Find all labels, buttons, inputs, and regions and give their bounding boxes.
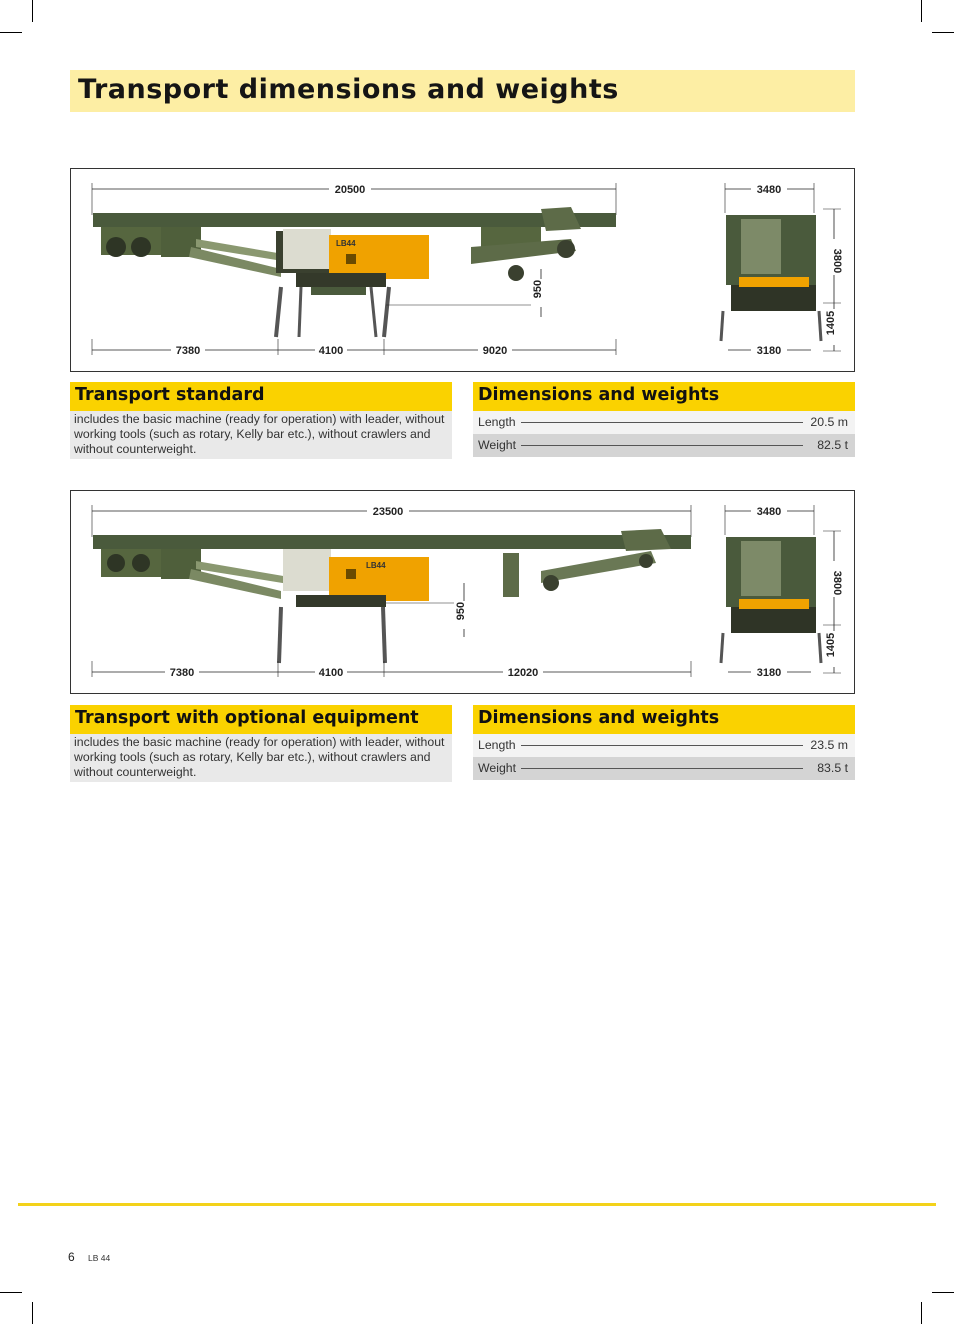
section-heading: Transport standard — [75, 385, 265, 405]
leader-line — [521, 445, 803, 446]
transport-optional-drawing — [70, 490, 855, 694]
machine-front-view — [721, 215, 821, 341]
spec-value: 20.5 m — [805, 415, 848, 429]
spec-row-length — [473, 734, 855, 757]
document-name: LB 44 — [88, 1253, 111, 1263]
dim-front-height: 3800 — [831, 248, 843, 274]
machine-side-view — [93, 207, 616, 337]
title-bar — [70, 70, 855, 112]
machine-front-view — [721, 537, 821, 663]
dim-seg3: 12020 — [507, 667, 539, 679]
page-number: 6 — [68, 1250, 75, 1264]
dim-overall-length: 20500 — [334, 184, 366, 196]
spec-label: Length — [478, 738, 520, 752]
section-heading: Dimensions and weights — [478, 385, 720, 405]
dim-seg2: 4100 — [318, 667, 344, 679]
dim-front-height: 3800 — [831, 570, 843, 596]
dim-seg3: 9020 — [482, 345, 508, 357]
transport-optional-header — [70, 705, 452, 734]
page-title: Transport dimensions and weights — [78, 74, 619, 105]
spec-value: 23.5 m — [805, 738, 848, 752]
section-heading: Dimensions and weights — [478, 708, 720, 728]
spec-row-length — [473, 411, 855, 434]
transport-standard-description: includes the basic machine (ready for operation) with leader, without working tools (such as rotary, Kelly bar etc.), without crawlers and without counterweight. — [70, 411, 452, 459]
crop-mark — [32, 1302, 33, 1324]
leader-line — [521, 745, 803, 746]
transport-optional-description: includes the basic machine (ready for operation) with leader, without working tools (such as rotary, Kelly bar etc.), without crawlers and without counterweight. — [70, 734, 452, 782]
transport-standard-header — [70, 382, 452, 411]
svg-text:LB44: LB44 — [336, 239, 356, 248]
spec-row-weight — [473, 757, 855, 780]
dim-front-width-bottom: 3180 — [756, 667, 782, 679]
footer-rule — [18, 1203, 936, 1206]
crop-mark — [0, 1292, 22, 1293]
leader-line — [521, 422, 803, 423]
svg-text:LB44: LB44 — [366, 561, 386, 570]
spec-value: 82.5 t — [812, 438, 848, 452]
crop-mark — [921, 1302, 922, 1324]
dim-front-width-top: 3480 — [756, 184, 782, 196]
crop-mark — [932, 1292, 954, 1293]
dim-front-width-bottom: 3180 — [756, 345, 782, 357]
dim-overall-length: 23500 — [372, 506, 404, 518]
section-heading: Transport with optional equipment — [75, 708, 419, 728]
leader-line — [521, 768, 803, 769]
crop-mark — [921, 0, 922, 22]
transport-standard-drawing — [70, 168, 855, 372]
dim-clearance: 950 — [455, 601, 467, 621]
dimensions-weights-header — [473, 382, 855, 411]
crop-mark — [32, 0, 33, 22]
spec-label: Weight — [478, 438, 520, 452]
dim-clearance: 950 — [532, 279, 544, 299]
dim-front-ground: 1405 — [825, 310, 837, 336]
spec-label: Length — [478, 415, 520, 429]
spec-row-weight — [473, 434, 855, 457]
dim-front-width-top: 3480 — [756, 506, 782, 518]
spec-label: Weight — [478, 761, 520, 775]
dim-front-ground: 1405 — [825, 632, 837, 658]
dim-seg1: 7380 — [175, 345, 201, 357]
machine-side-view — [93, 529, 691, 663]
crop-mark — [0, 32, 22, 33]
dim-seg1: 7380 — [169, 667, 195, 679]
spec-value: 83.5 t — [812, 761, 848, 775]
dimensions-weights-header — [473, 705, 855, 734]
crop-mark — [932, 32, 954, 33]
dim-seg2: 4100 — [318, 345, 344, 357]
